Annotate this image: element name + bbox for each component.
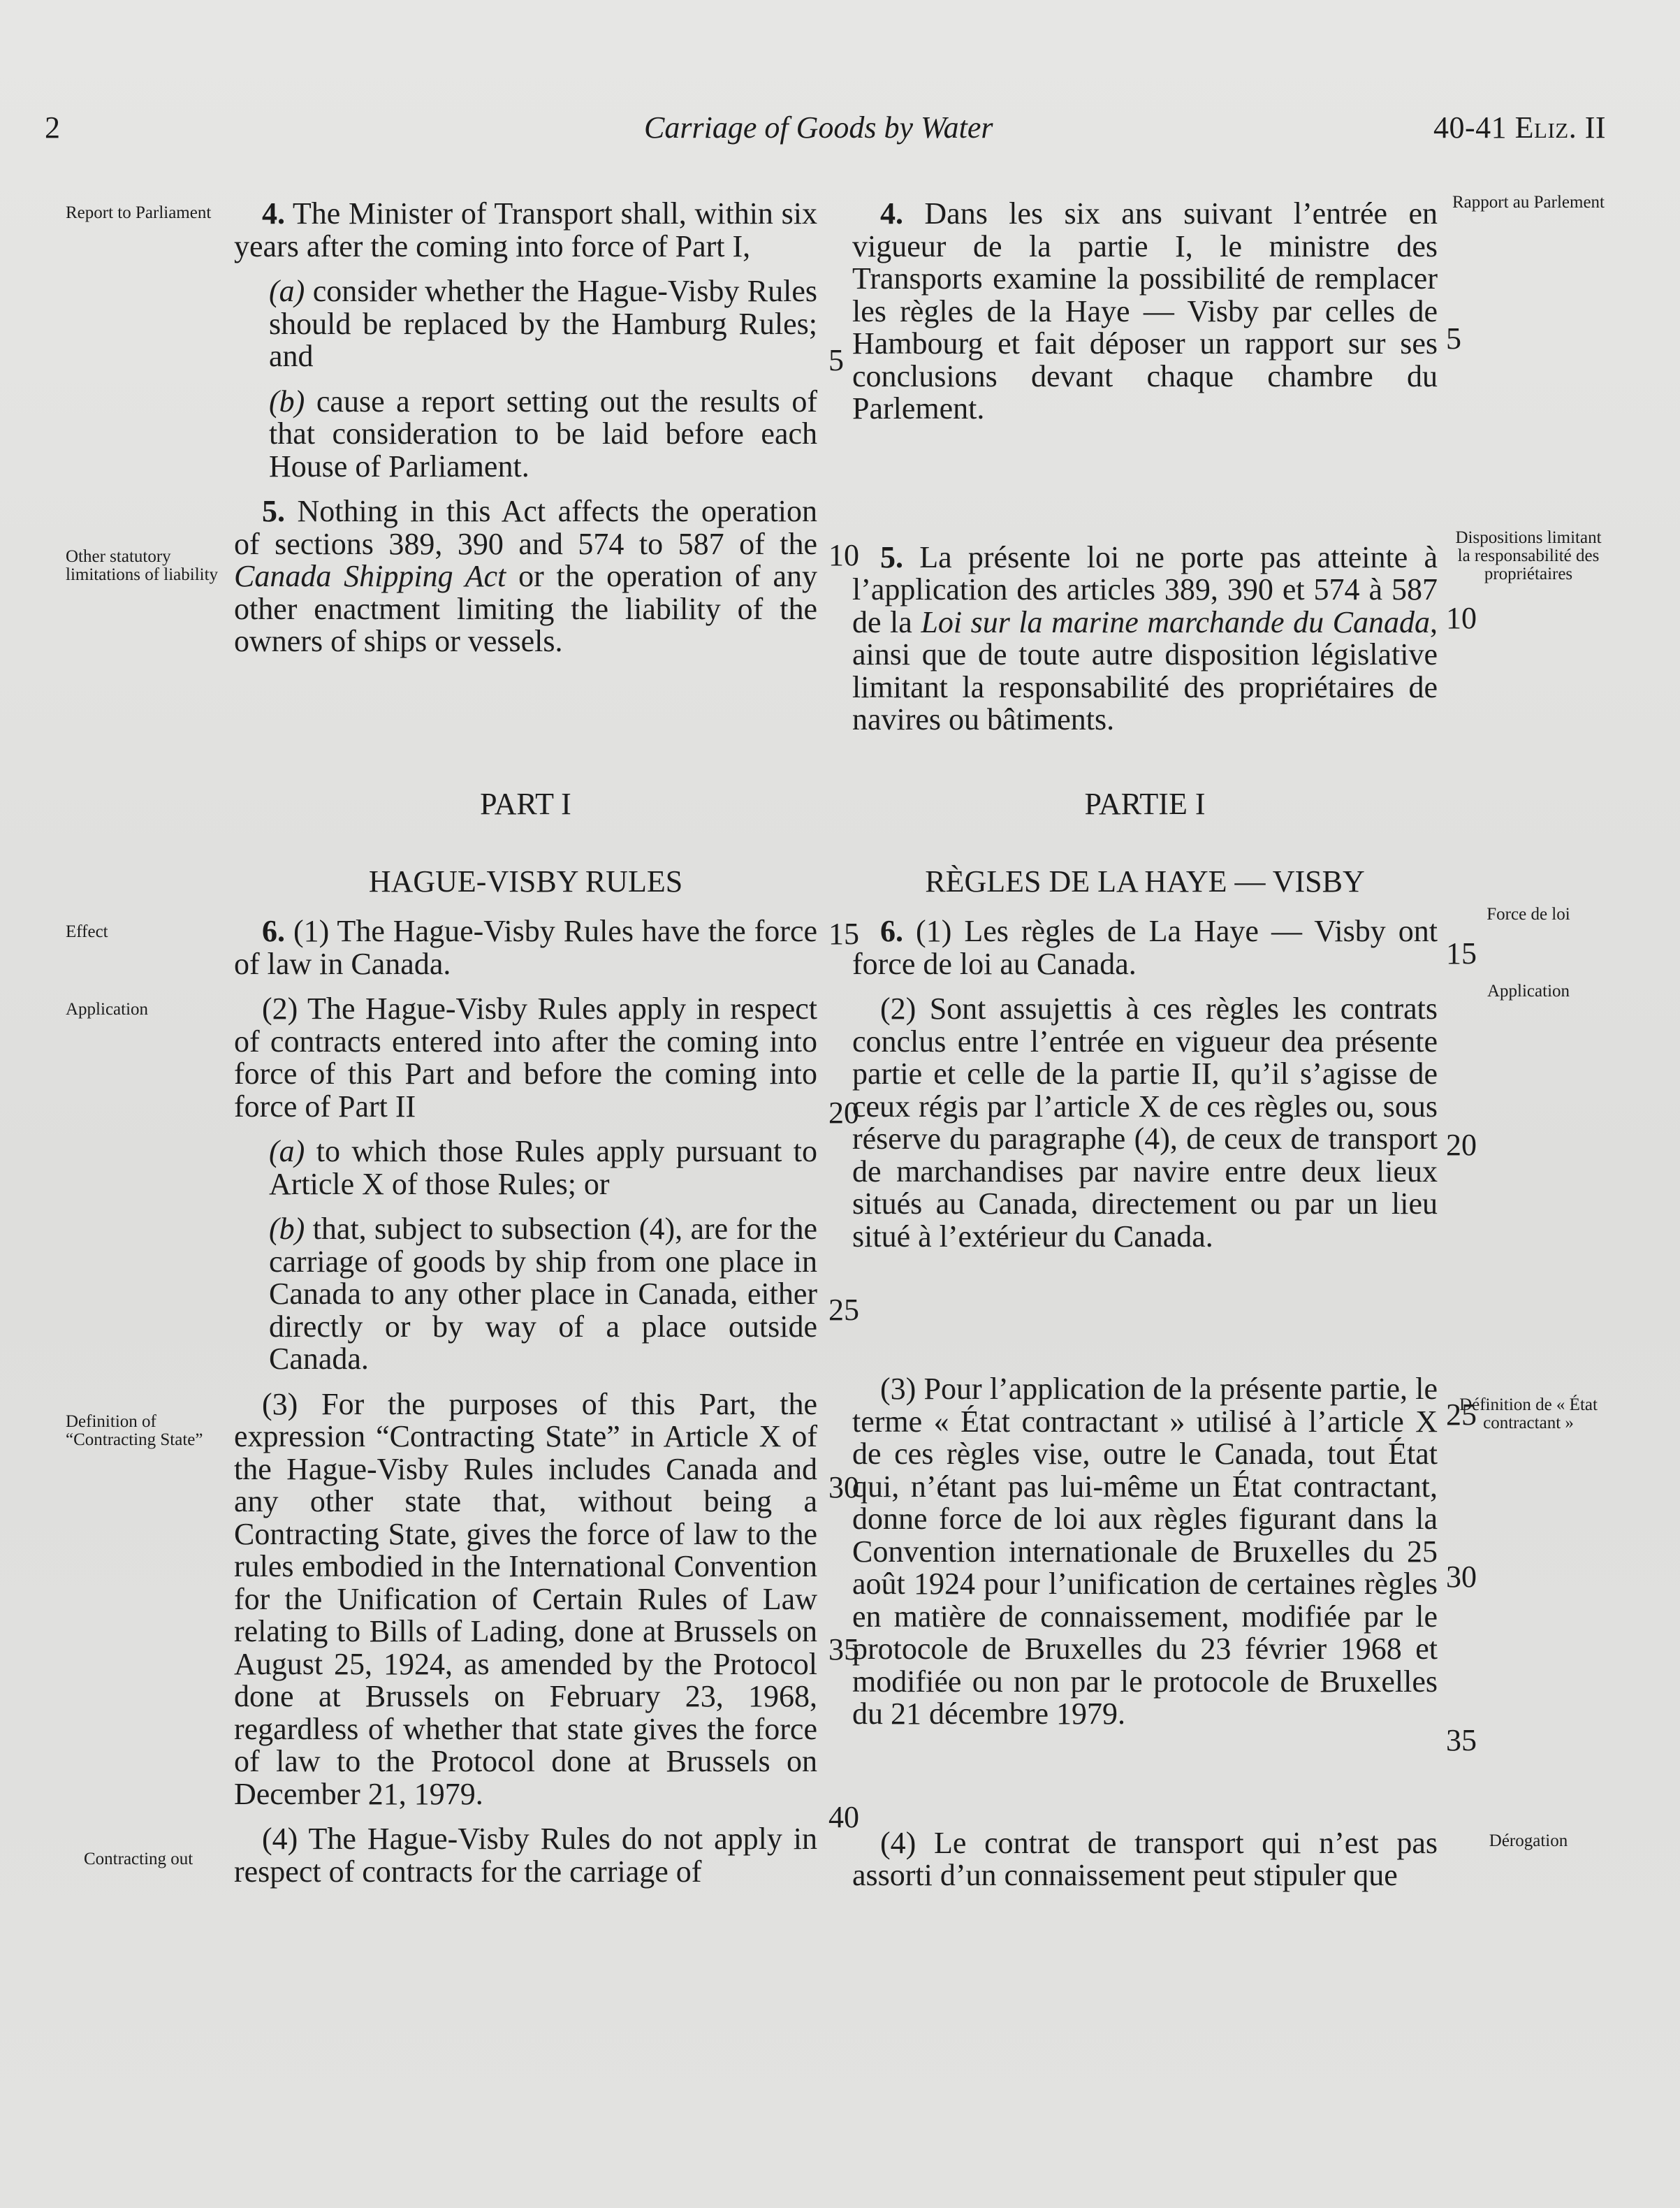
section-text: Nothing in this Act affects the operation of sections 389, 390 and 574 to 587 of the	[234, 494, 818, 561]
section-4-fr	[852, 198, 1438, 426]
subsection-6-3-en: (3) For the purposes of this Part, the expression “Contracting State” in Article X of the Hague-Visby Rules includes Canada and any other state that, without being a Contracting State, gives the force of law to the rules embodied in the International Convention for the Unification of Certain Rules of Law relating to Bills of Lading, done at Brussels on August 25, 1924, as amended by the Protocol done at Brussels on February 23, 1968, regardless of whether that state gives the force of law to the Protocol done at Brussels on December 21, 1979.	[234, 1386, 817, 1811]
section-number: 5.	[880, 539, 903, 574]
part-title-fr: RÈGLES DE LA HAYE — VISBY	[925, 864, 1365, 899]
line-number: 40	[828, 1800, 859, 1834]
line-number: 25	[828, 1293, 859, 1327]
line-number: 5	[828, 343, 844, 377]
line-number: 25	[1446, 1397, 1477, 1432]
section-number: 6.	[880, 914, 903, 948]
line-number: 30	[1446, 1560, 1477, 1594]
section-5-fr	[852, 539, 1438, 736]
part-number-fr: PARTIE I	[1084, 787, 1206, 821]
section-5-en	[234, 495, 817, 658]
margin-note-force-de-loi: Force de loi	[1487, 905, 1570, 924]
paragraph-4a-en	[234, 275, 817, 373]
part-number-en: PART I	[480, 787, 571, 821]
english-section-6	[234, 915, 817, 1888]
subsection-6-2-fr: (2) Sont assujettis à ces règles les contrats conclus entre l’entrée en vigueur dea présente partie et celle de la partie II, qu’il s’agisse de ceux régis par l’article X de ces règles ou, sous réserve du paragraphe (4), de ceux de transport de marchandises par navire entre deux lieux situés au Canada, directement ou par un lieu situé à l’extérieur du Canada.	[852, 992, 1438, 1254]
line-number: 15	[828, 917, 859, 951]
paragraph-4b-en	[234, 386, 817, 484]
act-title: Loi sur la marine marchande du Canada	[921, 604, 1430, 639]
part-title-en: HAGUE-VISBY RULES	[368, 864, 683, 899]
paragraph-text: to which those Rules apply pursuant to Article X of those Rules; or	[269, 1134, 817, 1201]
section-text: The Minister of Transport shall, within six years after the coming into force of Part I,	[234, 196, 817, 263]
paragraph-text: cause a report setting out the results of that consideration to be laid before each House of Parliament.	[269, 384, 818, 484]
paragraph-mark: (a)	[269, 274, 305, 308]
section-text: (1) Les règles de La Haye — Visby ont force de loi au Canada.	[852, 914, 1438, 981]
english-column	[234, 198, 817, 658]
paragraph-text: consider whether the Hague-Visby Rules should be replaced by the Hamburg Rules; and	[269, 274, 818, 373]
line-number: 5	[1446, 321, 1461, 356]
paragraph-mark: (b)	[269, 1212, 305, 1246]
line-number: 20	[1446, 1128, 1477, 1162]
margin-note-derogation: Dérogation	[1489, 1831, 1568, 1850]
french-column	[852, 198, 1438, 736]
french-part-heading	[852, 788, 1438, 898]
subsection-6-1-fr	[852, 915, 1438, 980]
margin-note-rapport: Rapport au Parlement	[1452, 193, 1605, 212]
subsection-6-2-en: (2) The Hague-Visby Rules apply in respect of contracts entered into after the coming into force of this Part and before the coming into force of Part II	[234, 992, 817, 1124]
line-number: 15	[1446, 936, 1477, 971]
margin-note-definition: Definition of “Contracting State”	[66, 1412, 203, 1449]
margin-note-dispositions: Dispositions limitant la responsabilité des propriétaires	[1455, 528, 1602, 583]
paragraph-6-2a-en	[234, 1135, 817, 1200]
line-number: 35	[828, 1632, 859, 1666]
margin-note-definition-fr: Définition de « État contractant »	[1459, 1395, 1598, 1432]
line-number: 20	[828, 1096, 859, 1130]
section-4-en	[234, 198, 817, 263]
running-title: Carriage of Goods by Water	[644, 110, 993, 145]
line-number: 35	[1446, 1723, 1477, 1757]
section-text: (1) The Hague-Visby Rules have the force of law in Canada.	[234, 914, 817, 981]
line-number: 30	[828, 1470, 859, 1504]
section-number: 4.	[880, 196, 903, 231]
section-text: Dans les six ans suivant l’entrée en vigueur de la partie I, le ministre des Transports examine la possibilité de remplacer les règles de la Haye — Visby par celles de Hambourg et fait déposer un rapport sur ses conclusions devant chaque chambre du Parlement.	[852, 196, 1438, 426]
margin-note-report: Report to Parliament	[66, 203, 212, 222]
margin-note-application: Application	[66, 1000, 149, 1019]
page-number: 2	[45, 110, 60, 145]
margin-note-application-fr: Application	[1487, 982, 1570, 1001]
margin-note-other-limitations: Other statutory limitations of liability	[66, 547, 219, 584]
regnal-reference	[1433, 110, 1606, 145]
section-text: La présente loi ne porte pas atteinte à l’application des articles 389, 390 et 574 à 587 de la	[852, 539, 1438, 639]
section-number: 4.	[262, 196, 285, 231]
subsection-6-4-fr: (4) Le contrat de transport qui n’est pas assorti d’un connaissement peut stipuler que	[852, 1825, 1438, 1892]
subsection-6-1-en	[234, 915, 817, 980]
french-section-6	[852, 915, 1438, 1892]
margin-note-effect: Effect	[66, 922, 108, 941]
english-part-heading	[234, 788, 817, 898]
paragraph-6-2b-en	[234, 1213, 817, 1376]
line-number: 10	[1446, 601, 1477, 635]
regnal-monarch: Eliz. II	[1514, 110, 1607, 145]
act-title: Canada Shipping Act	[234, 559, 506, 593]
subsection-6-3-fr: (3) Pour l’application de la présente partie, le terme « État contractant » utilisé à l’article X de ces règles vise, outre le Canada, tout État qui, n’étant pas lui-même un État contractant, donne force de loi aux règles figurant dans la Convention internationale de Bruxelles du 25 août 1924 pour l’unification de certaines règles en matière de connaissement, modifiée par le protocole de Bruxelles du 23 février 1968 et modifiée ou non par le protocole de Bruxelles du 21 décembre 1979.	[852, 1372, 1438, 1731]
section-text: , ainsi que de toute autre disposition législative limitant la responsabilité des propriétaires de navires ou bâtiments.	[852, 604, 1438, 736]
paragraph-mark: (b)	[269, 384, 305, 419]
subsection-6-4-en: (4) The Hague-Visby Rules do not apply in respect of contracts for the carriage of	[234, 1822, 817, 1889]
section-text: or the operation of any other enactment limiting the liability of the owners of ships or vessels.	[234, 559, 818, 658]
section-number: 6.	[262, 914, 285, 948]
regnal-years: 40-41	[1433, 110, 1507, 145]
paragraph-text: that, subject to subsection (4), are for the carriage of goods by ship from one place in Canada to any other place in Canada, either directly or by way of a place outside Canada.	[269, 1212, 818, 1376]
line-number: 10	[828, 538, 859, 572]
margin-note-contracting-out: Contracting out	[84, 1850, 193, 1868]
section-number: 5.	[262, 494, 285, 528]
paragraph-mark: (a)	[269, 1134, 305, 1168]
